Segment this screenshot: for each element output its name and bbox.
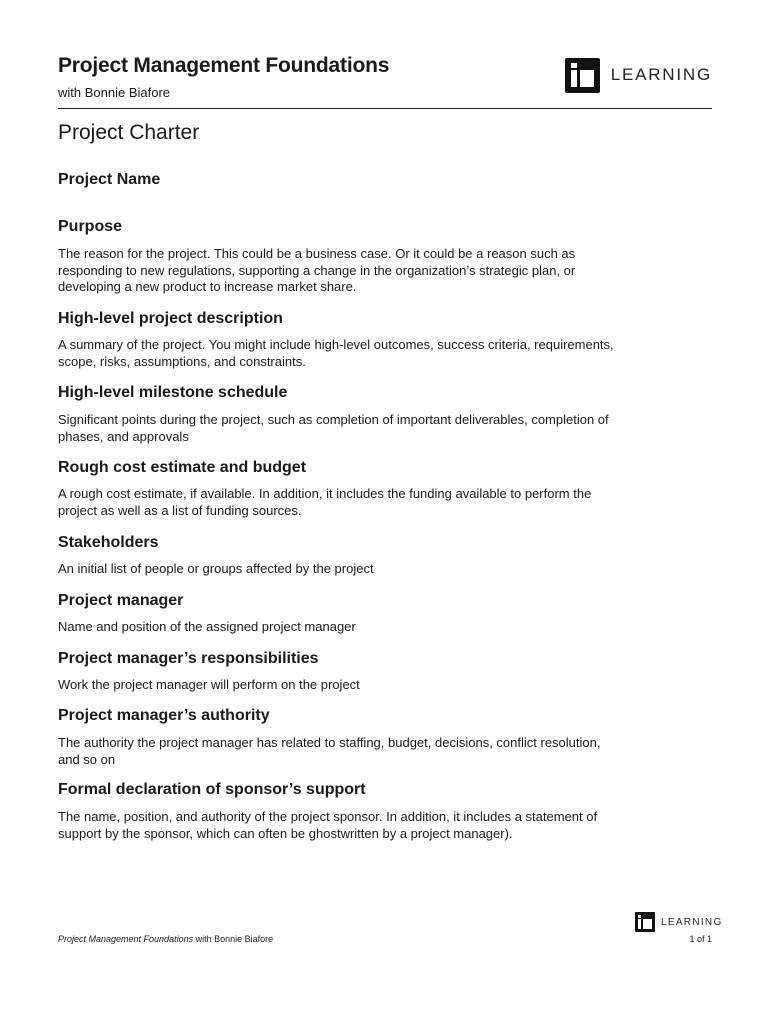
- section-heading: Project manager’s authority: [58, 707, 270, 724]
- page-number: 1 of 1: [689, 934, 712, 944]
- section-heading: Stakeholders: [58, 534, 159, 551]
- footer-author: with Bonnie Biafore: [195, 934, 274, 944]
- linkedin-logo-icon: [565, 58, 600, 93]
- footer-logo-wordmark: LEARNING: [661, 916, 723, 928]
- course-author: with Bonnie Biafore: [58, 85, 171, 100]
- logo-wordmark: LEARNING: [610, 65, 712, 84]
- section-body: Significant points during the project, such as completion of important deliverables, completion of phases, and approvals: [58, 412, 609, 444]
- section-body: Work the project manager will perform on the project: [58, 677, 360, 692]
- section-heading: Project manager: [58, 592, 184, 609]
- footer-credit: [58, 934, 273, 944]
- section-body: An initial list of people or groups affected by the project: [58, 561, 374, 576]
- footer-brand-logo: [635, 912, 723, 932]
- page-title: Project Charter: [58, 121, 200, 144]
- course-title: Project Management Foundations: [58, 54, 390, 77]
- section-body: The reason for the project. This could be a business case. Or it could be a reason such as responding to new regulations, supporting a change in the organization’s strategic plan, or developing a new product to increase market share.: [58, 246, 576, 294]
- section-body: The authority the project manager has related to staffing, budget, decisions, conflict resolution, and so on: [58, 735, 601, 767]
- section-heading: Project manager’s responsibilities: [58, 650, 319, 667]
- section-body: A summary of the project. You might include high-level outcomes, success criteria, requirements, scope, risks, assumptions, and constraints.: [58, 337, 614, 369]
- linkedin-logo-icon: [635, 912, 655, 932]
- section-heading: Purpose: [58, 218, 123, 235]
- section-heading: High-level milestone schedule: [58, 384, 288, 401]
- document-header: [58, 54, 712, 109]
- section-body: Name and position of the assigned project manager: [58, 619, 356, 634]
- section-heading: Project Name: [58, 171, 161, 188]
- brand-logo: [565, 57, 712, 93]
- section-heading: Rough cost estimate and budget: [58, 459, 307, 476]
- section-heading: High-level project description: [58, 310, 283, 327]
- section-body: The name, position, and authority of the project sponsor. In addition, it includes a statement of support by the sponsor, which can often be ghostwritten by a project manager).: [58, 809, 598, 841]
- section-body: A rough cost estimate, if available. In addition, it includes the funding available to perform the project as well as a list of funding sources.: [58, 486, 592, 518]
- footer-course-title: Project Management Foundations: [58, 934, 194, 944]
- section-heading: Formal declaration of sponsor’s support: [58, 781, 366, 798]
